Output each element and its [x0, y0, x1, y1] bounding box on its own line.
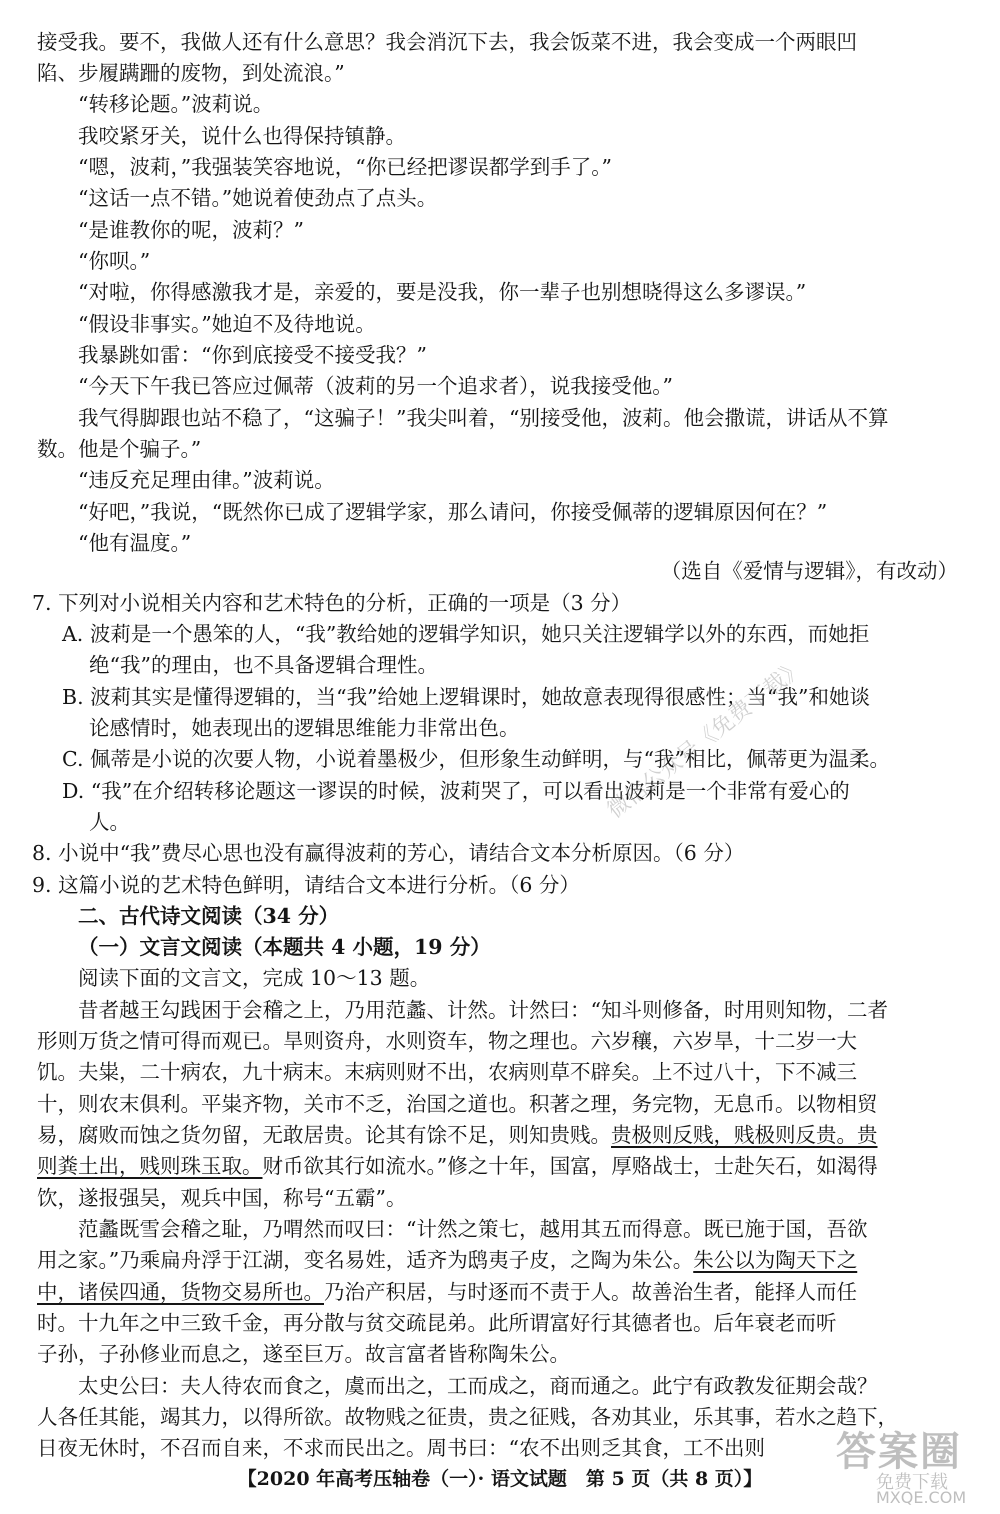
story-line: 陷、步履蹒跚的废物，到处流浪。” [37, 61, 345, 85]
source-citation: （选自《爱情与逻辑》，有改动） [660, 559, 958, 583]
passage-text: 财币欲其行如流水。”修之十年，国富，厚赂战士，士赴矢石，如渴得 [262, 1154, 878, 1178]
passage-line: 太史公曰：夫人待农而食之，虞而出之，工而成之，商而通之。此宁有政教发征期会哉？ [78, 1374, 878, 1398]
story-line: “违反充足理由律。”波莉说。 [78, 468, 335, 492]
passage-line: 昔者越王勾践困于会稽之上，乃用范蠡、计然。计然曰：“知斗则修备，时用则知物，二者 [78, 998, 888, 1022]
option-d-line1: D. “我”在介绍转移论题这一谬误的时候，波莉哭了，可以看出波莉是一个非常有爱心的 [62, 779, 850, 803]
story-line: “今天下午我已答应过佩蒂（波莉的另一个追求者），说我接受他。” [78, 374, 673, 398]
passage-line [37, 1154, 878, 1178]
underlined-sentence: 中，诸侯四通，货物交易所也。 [37, 1280, 324, 1304]
story-line: “对啦，你得感激我才是，亲爱的，要是没我，你一辈子也别想晓得这么多谬误。” [78, 280, 807, 304]
story-line: 接受我。要不，我做人还有什么意思？我会消沉下去，我会饭菜不进，我会变成一个两眼凹 [37, 30, 857, 54]
passage-line: 子孙，子孙修业而息之，遂至巨万。故言富者皆称陶朱公。 [37, 1342, 570, 1366]
story-line: “他有温度。” [78, 531, 192, 555]
story-line: “好吧，”我说，“既然你已成了逻辑学家，那么请问，你接受佩蒂的逻辑原因何在？” [78, 500, 828, 524]
passage-line: 饮，遂报强吴，观兵中国，称号“五霸”。 [37, 1186, 407, 1210]
watermark: 微信公众号《免费下载》 [603, 654, 810, 824]
question-8: 8. 小说中“我”费尽心思也没有赢得波莉的芳心，请结合文本分析原因。（6 分） [32, 841, 745, 865]
option-a-line2: 绝“我”的理由，也不具备逻辑合理性。 [89, 653, 438, 677]
passage-line: 形则万货之情可得而观已。旱则资舟，水则资车，物之理也。六岁穰，六岁旱，十二岁一大 [37, 1029, 857, 1053]
passage-text: 易，腐败而蚀之货勿留，无敢居贵。论其有馀不足，则知贵贱。 [37, 1123, 611, 1147]
passage-line [37, 1248, 857, 1272]
logo-text: 答案圈 [836, 1429, 962, 1475]
subsection-heading: （一）文言文阅读（本题共 4 小题，19 分） [78, 935, 491, 959]
story-line: “你呗。” [78, 249, 151, 273]
story-line: 数。他是个骗子。” [37, 437, 202, 461]
passage-text: 用之家。”乃乘扁舟浮于江湖，变名易姓，适齐为鸱夷子皮，之陶为朱公。 [37, 1248, 694, 1272]
option-b-line1: B. 波莉其实是懂得逻辑的，当“我”给她上逻辑课时，她故意表现得很感性；当“我”和她谈 [62, 685, 871, 709]
passage-line: 范蠡既雪会稽之耻，乃喟然而叹曰：“计然之策七，越用其五而得意。既已施于国，吾欲 [78, 1217, 868, 1241]
page-footer: 【2020 年高考压轴卷（一）· 语文试题 第 5 页（共 8 页）】 [237, 1468, 763, 1490]
option-c-line1: C. 佩蒂是小说的次要人物，小说着墨极少，但形象生动鲜明，与“我”相比，佩蒂更为温柔。 [62, 747, 890, 771]
passage-line [37, 1280, 857, 1304]
passage-line: 十，则农末俱利。平粜齐物，关市不乏，治国之道也。积著之理，务完物，无息币。以物相贸 [37, 1092, 878, 1116]
story-line: “这话一点不错。”她说着使劲点了点头。 [78, 186, 438, 210]
option-d-line2: 人。 [89, 810, 130, 834]
story-line: “假设非事实。”她迫不及待地说。 [78, 312, 376, 336]
story-line: “是谁教你的呢，波莉？” [78, 218, 304, 242]
story-line: 我气得脚跟也站不稳了，“这骗子！”我尖叫着，“别接受他，波莉。他会撒谎，讲话从不算 [78, 406, 889, 430]
question-7-stem: 7. 下列对小说相关内容和艺术特色的分析，正确的一项是（3 分） [32, 591, 632, 615]
section-heading: 二、古代诗文阅读（34 分） [78, 904, 340, 928]
site-logo [816, 1420, 996, 1510]
question-9: 9. 这篇小说的艺术特色鲜明，请结合文本进行分析。（6 分） [32, 873, 580, 897]
passage-line: 日夜无休时，不召而自来，不求而民出之。周书曰：“农不出则乏其食，工不出则 [37, 1436, 765, 1460]
underlined-sentence: 贵极则反贱，贱极则反贵。贵 [611, 1123, 878, 1147]
option-b-line2: 论感情时，她表现出的逻辑思维能力非常出色。 [89, 716, 520, 740]
logo-subtext: 免费下载 [876, 1472, 948, 1493]
underlined-sentence: 朱公以为陶天下之 [693, 1248, 858, 1272]
passage-line: 人各任其能，竭其力，以得所欲。故物贱之征贵，贵之征贱，各劝其业，乐其事，若水之趋下， [37, 1405, 898, 1429]
story-line: 我暴跳如雷：“你到底接受不接受我？” [78, 343, 427, 367]
reading-instruction: 阅读下面的文言文，完成 10～13 题。 [78, 966, 431, 990]
passage-text: 乃治产积居，与时逐而不责于人。故善治生者，能择人而任 [324, 1280, 857, 1304]
passage-line: 时。十九年之中三致千金，再分散与贫交疏昆弟。此所谓富好行其德者也。后年衰老而听 [37, 1311, 837, 1335]
option-a-line1: A. 波莉是一个愚笨的人，“我”教给她的逻辑学知识，她只关注逻辑学以外的东西，而她拒 [62, 622, 870, 646]
logo-url: MXQE.COM [876, 1488, 967, 1507]
story-line: “嗯，波莉，”我强装笑容地说，“你已经把谬误都学到手了。” [78, 155, 612, 179]
story-line: 我咬紧牙关，说什么也得保持镇静。 [78, 124, 406, 148]
passage-line [37, 1123, 878, 1147]
underlined-sentence: 则粪土出，贱则珠玉取。 [37, 1154, 263, 1178]
passage-line: 饥。夫粜，二十病农，九十病末。末病则财不出，农病则草不辟矣。上不过八十，下不减三 [37, 1060, 857, 1084]
story-line: “转移论题。”波莉说。 [78, 92, 274, 116]
